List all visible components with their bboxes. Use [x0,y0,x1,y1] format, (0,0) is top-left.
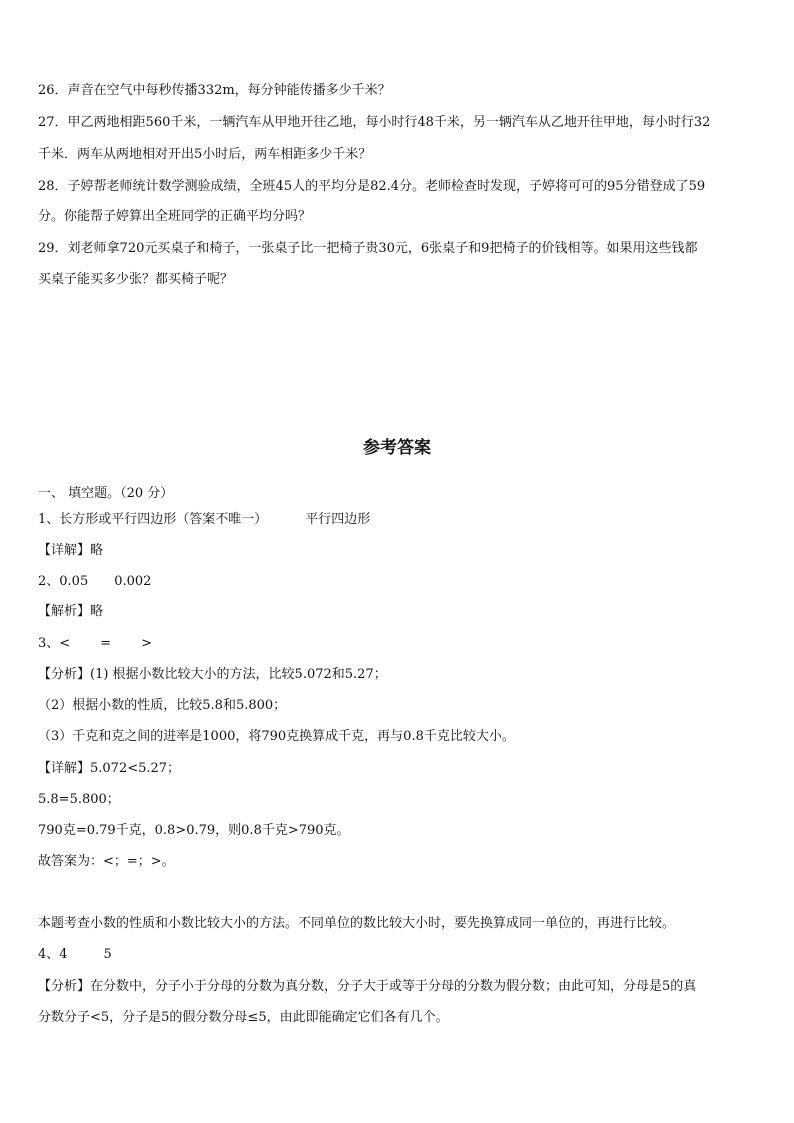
answer-2-part-b: 0.002 [114,574,152,589]
answer-3-summary: 本题考查小数的性质和小数比较大小的方法。不同单位的数比较大小时，要先换算成同一单位的，再进行比较。 [38,916,676,931]
section-heading: 一、 填空题。（20 分） [38,486,174,501]
answer-4-analysis-1: 【分析】在分数中，分子小于分母的分数为真分数，分子大于或等于分母的分数为假分数；由此可知，分母是5的真 [38,979,697,994]
answer-3-conclusion: 故答案为：<；=；>。 [38,854,175,869]
question-27-line1: 27．甲乙两地相距560千米，一辆汽车从甲地开往乙地，每小时行48千米，另一辆汽车从乙地开往甲地，每小时行32 [38,115,711,130]
answer-1-part-a: 1、长方形或平行四边形（答案不唯一） [38,512,268,527]
answer-1-part-b: 平行四边形 [305,512,371,527]
answer-2-part-a: 2、0.05 [38,574,89,589]
question-29-line2: 买桌子能买多少张？都买椅子呢？ [38,272,234,287]
answer-3-analysis-1: 【分析】(1) 根据小数比较大小的方法，比较5.072和5.27； [38,667,387,682]
answer-3-detail-3: 790克=0.79千克，0.8>0.79，则0.8千克>790克。 [38,823,350,838]
answer-3 [38,635,152,653]
question-26: 26．声音在空气中每秒传播332m，每分钟能传播多少千米？ [38,83,391,98]
question-27-line2: 千米．两车从两地相对开出5小时后，两车相距多少千米？ [38,147,372,162]
question-28-line1: 28．子婷帮老师统计数学测验成绩，全班45人的平均分是82.4分。老师检查时发现，子婷将可可的95分错登成了59 [38,179,706,194]
answer-3-part-b: = [100,636,112,651]
answer-3-part-a: 3、< [38,636,71,651]
answer-3-detail-2: 5.8=5.800； [38,792,120,807]
answer-3-analysis-2: （2）根据小数的性质，比较5.8和5.800； [38,698,287,713]
answer-1 [38,511,370,529]
answer-4 [38,946,112,964]
answer-1-detail: 【详解】略 [38,543,104,558]
answer-4-part-a: 4、4 [38,947,68,962]
answer-3-analysis-3: （3）千克和克之间的进率是1000，将790克换算成千克，再与0.8千克比较大小。 [38,729,515,744]
answer-4-analysis-2: 分数分子<5，分子是5的假分数分母≤5，由此即能确定它们各有几个。 [38,1010,449,1025]
question-28-line2: 分。你能帮子婷算出全班同学的正确平均分吗？ [38,209,312,224]
question-29-line1: 29．刘老师拿720元买桌子和椅子，一张桌子比一把椅子贵30元，6张桌子和9把椅子的价钱相等。如果用这些钱都 [38,241,698,256]
answers-title: 参考答案 [363,438,431,458]
answer-3-part-c: > [141,636,152,651]
answer-3-detail-1: 【详解】5.072<5.27； [38,761,181,776]
answer-4-part-b: 5 [103,947,112,962]
answer-2 [38,573,151,591]
answer-2-detail: 【解析】略 [38,604,104,619]
